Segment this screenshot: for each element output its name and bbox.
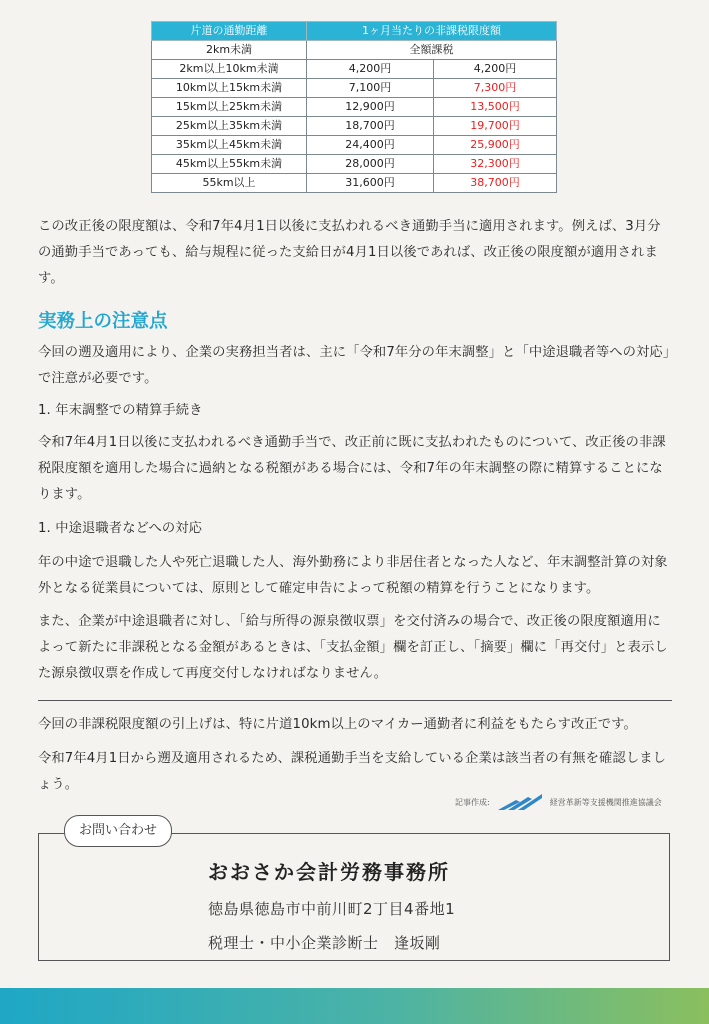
table-row bbox=[152, 41, 557, 60]
office-name: おおさか会計労務事務所 bbox=[208, 860, 450, 884]
item2-title: 1. 中途退職者などへの対応 bbox=[38, 521, 203, 536]
distance-cell: 2km以上10km未満 bbox=[152, 60, 307, 79]
distance-cell: 25km以上35km未満 bbox=[152, 117, 307, 136]
commute-allowance-table bbox=[151, 21, 557, 193]
notice-paragraph: 今回の遡及適用により、企業の実務担当者は、主に「令和7年分の年末調整」と「中途退職者等への対応」で注意が必要です。 bbox=[38, 345, 670, 386]
distance-cell: 45km以上55km未満 bbox=[152, 155, 307, 174]
table-row bbox=[152, 79, 557, 98]
after-cell: 19,700円 bbox=[434, 117, 557, 136]
section-heading: 実務上の注意点 bbox=[38, 311, 168, 332]
intro-paragraph: この改正後の限度額は、令和7年4月1日以後に支払われるべき通勤手当に適用されます。例えば、3月分の通勤手当であっても、給与規程に従った支給日が4月1日以後であれば、改正後の限度額が適用されます。 bbox=[38, 219, 661, 286]
before-cell: 31,600円 bbox=[307, 174, 434, 193]
table-header-row bbox=[152, 22, 557, 41]
after-cell: 7,300円 bbox=[434, 79, 557, 98]
distance-cell: 10km以上15km未満 bbox=[152, 79, 307, 98]
before-cell: 7,100円 bbox=[307, 79, 434, 98]
before-cell: 12,900円 bbox=[307, 98, 434, 117]
credit-label: 記事作成: bbox=[455, 797, 490, 807]
after-cell: 38,700円 bbox=[434, 174, 557, 193]
header-distance: 片道の通勤距離 bbox=[152, 22, 307, 41]
summary-paragraph-1: 今回の非課税限度額の引上げは、特に片道10km以上のマイカー通勤者に利益をもたらす改正です。 bbox=[38, 717, 637, 732]
after-cell: 4,200円 bbox=[434, 60, 557, 79]
table-row bbox=[152, 174, 557, 193]
after-cell: 25,900円 bbox=[434, 136, 557, 155]
merged-cell: 全額課税 bbox=[307, 41, 557, 60]
before-cell: 4,200円 bbox=[307, 60, 434, 79]
section-divider bbox=[38, 700, 672, 701]
item1-title: 1. 年末調整での精算手続き bbox=[38, 403, 203, 418]
table-row bbox=[152, 136, 557, 155]
before-cell: 18,700円 bbox=[307, 117, 434, 136]
association-logo-icon bbox=[496, 792, 544, 812]
distance-cell: 55km以上 bbox=[152, 174, 307, 193]
after-cell: 32,300円 bbox=[434, 155, 557, 174]
article-credit bbox=[455, 792, 662, 812]
table-row bbox=[152, 155, 557, 174]
office-address: 徳島県徳島市中前川町2丁目4番地1 bbox=[208, 900, 456, 918]
distance-cell: 2km未満 bbox=[152, 41, 307, 60]
before-cell: 28,000円 bbox=[307, 155, 434, 174]
summary-paragraph-2: 令和7年4月1日から遡及適用されるため、課税通勤手当を支給している企業は該当者の有無を確認しましょう。 bbox=[38, 751, 667, 792]
office-person: 税理士・中小企業診断士 逢坂剛 bbox=[208, 934, 441, 952]
table-row bbox=[152, 60, 557, 79]
credit-org: 経営革新等支援機関推進協議会 bbox=[549, 797, 662, 807]
distance-cell: 15km以上25km未満 bbox=[152, 98, 307, 117]
item2-body: 年の中途で退職した人や死亡退職した人、海外勤務により非居住者となった人など、年末調整計算の対象外となる従業員については、原則として確定申告によって税額の精算を行うことになります。 bbox=[38, 555, 668, 596]
after-cell: 13,500円 bbox=[434, 98, 557, 117]
table-row bbox=[152, 117, 557, 136]
table-row bbox=[152, 98, 557, 117]
footer-bar bbox=[0, 988, 709, 1024]
before-cell: 24,400円 bbox=[307, 136, 434, 155]
distance-cell: 35km以上45km未満 bbox=[152, 136, 307, 155]
header-limit: 1ヶ月当たりの非課税限度額 bbox=[307, 22, 557, 41]
item2-body-2: また、企業が中途退職者に対し、「給与所得の源泉徴収票」を交付済みの場合で、改正後の限度額適用によって新たに非課税となる金額があるときは、「支払金額」欄を訂正し、「摘要」欄に「再交付」と表示した源泉徴収票を作成して再度交付しなければなりません。 bbox=[38, 614, 668, 681]
contact-tag: お問い合わせ bbox=[64, 815, 172, 847]
item1-body: 令和7年4月1日以後に支払われるべき通勤手当で、改正前に既に支払われたものについて、改正後の非課税限度額を適用した場合に過納となる税額がある場合には、令和7年の年末調整の際に精算することになります。 bbox=[38, 435, 666, 502]
